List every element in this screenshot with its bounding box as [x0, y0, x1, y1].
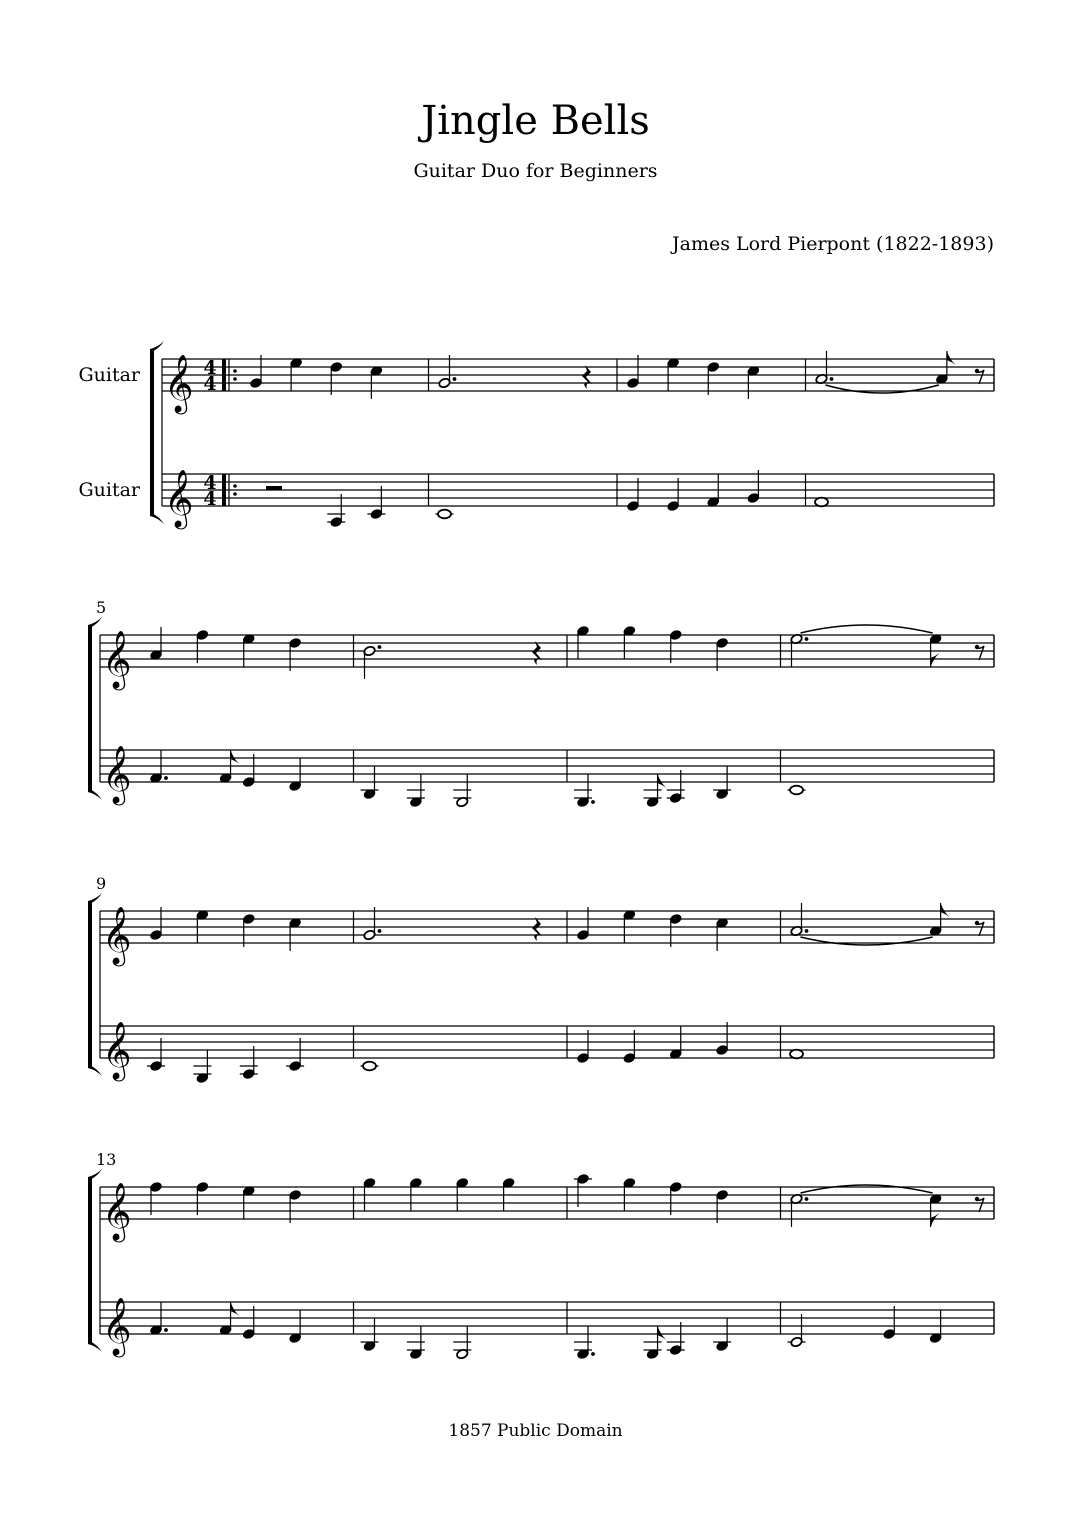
lower-note-notehead: [790, 786, 803, 795]
time-signature-numerator: 4: [203, 472, 217, 494]
bracket-bottom-hook: [150, 512, 164, 524]
tie-slur: [801, 625, 933, 633]
lower-note-dot: [164, 776, 168, 780]
instrument-label: Guitar: [78, 479, 140, 501]
bracket-bottom-hook: [88, 1064, 102, 1076]
lower-note-dot: [164, 1328, 168, 1332]
score-title: Jingle Bells: [421, 98, 650, 144]
system-bracket: [88, 625, 92, 792]
upper-note-flag: [941, 903, 950, 917]
composer-credit: James Lord Pierpont (1822-1893): [672, 233, 994, 255]
tie-slur: [826, 385, 939, 393]
bracket-top-hook: [88, 1169, 102, 1181]
lower-note-notehead: [790, 1050, 803, 1059]
eighth-rest: [977, 1198, 984, 1212]
upper-note-flag: [947, 351, 956, 365]
upper-note-dot: [378, 645, 382, 649]
treble-clef-icon: 𝄞: [164, 354, 194, 412]
tie-slur: [801, 1185, 933, 1193]
eighth-rest: [977, 646, 984, 660]
lower-note-flag: [658, 774, 667, 788]
treble-clef-icon: 𝄞: [102, 1021, 132, 1079]
treble-clef-icon: 𝄞: [102, 630, 132, 688]
upper-note-flag: [931, 1213, 940, 1227]
lower-note-notehead: [363, 1062, 376, 1071]
upper-note-dot: [453, 377, 457, 381]
bracket-top-hook: [88, 893, 102, 905]
lower-note-flag: [231, 750, 240, 764]
treble-clef-icon: 𝄞: [102, 1297, 132, 1355]
upper-note-dot: [805, 929, 809, 933]
bracket-top-hook: [88, 617, 102, 629]
treble-clef-icon: 𝄞: [102, 1182, 132, 1240]
bracket-bottom-hook: [88, 788, 102, 800]
quarter-rest: [532, 917, 542, 941]
instrument-label: Guitar: [78, 364, 140, 386]
lower-note-dot: [591, 1352, 595, 1356]
upper-note-dot: [378, 929, 382, 933]
time-signature-denominator: 4: [203, 373, 217, 395]
upper-note-flag: [931, 653, 940, 667]
repeat-dot: [233, 484, 237, 488]
lower-note-flag: [231, 1302, 240, 1316]
time-signature-numerator: 4: [203, 357, 217, 379]
tie-slur: [801, 937, 933, 945]
measure-number: 9: [96, 874, 107, 893]
upper-note-dot: [805, 1197, 809, 1201]
lower-note-dot: [591, 800, 595, 804]
measure-number: 13: [96, 1150, 117, 1169]
eighth-rest: [977, 370, 984, 384]
system-bracket: [88, 1177, 92, 1344]
half-rest: [266, 486, 282, 490]
system-bracket: [150, 349, 154, 516]
treble-clef-icon: 𝄞: [102, 906, 132, 964]
repeat-dot: [233, 492, 237, 496]
quarter-rest: [582, 365, 592, 389]
eighth-rest: [977, 922, 984, 936]
quarter-rest: [532, 641, 542, 665]
copyright-footer: 1857 Public Domain: [448, 1421, 623, 1441]
measure-number: 5: [96, 598, 107, 617]
time-signature-denominator: 4: [203, 488, 217, 510]
lower-note-notehead: [438, 510, 451, 519]
repeat-dot: [233, 369, 237, 373]
lower-note-flag: [658, 1326, 667, 1340]
treble-clef-icon: 𝄞: [102, 745, 132, 803]
treble-clef-icon: 𝄞: [164, 469, 194, 527]
lower-note-notehead: [815, 498, 828, 507]
upper-note-dot: [805, 637, 809, 641]
system-bracket: [88, 901, 92, 1068]
repeat-dot: [233, 377, 237, 381]
upper-note-dot: [830, 377, 834, 381]
score-subtitle: Guitar Duo for Beginners: [413, 160, 658, 182]
bracket-top-hook: [150, 341, 164, 353]
bracket-bottom-hook: [88, 1340, 102, 1352]
